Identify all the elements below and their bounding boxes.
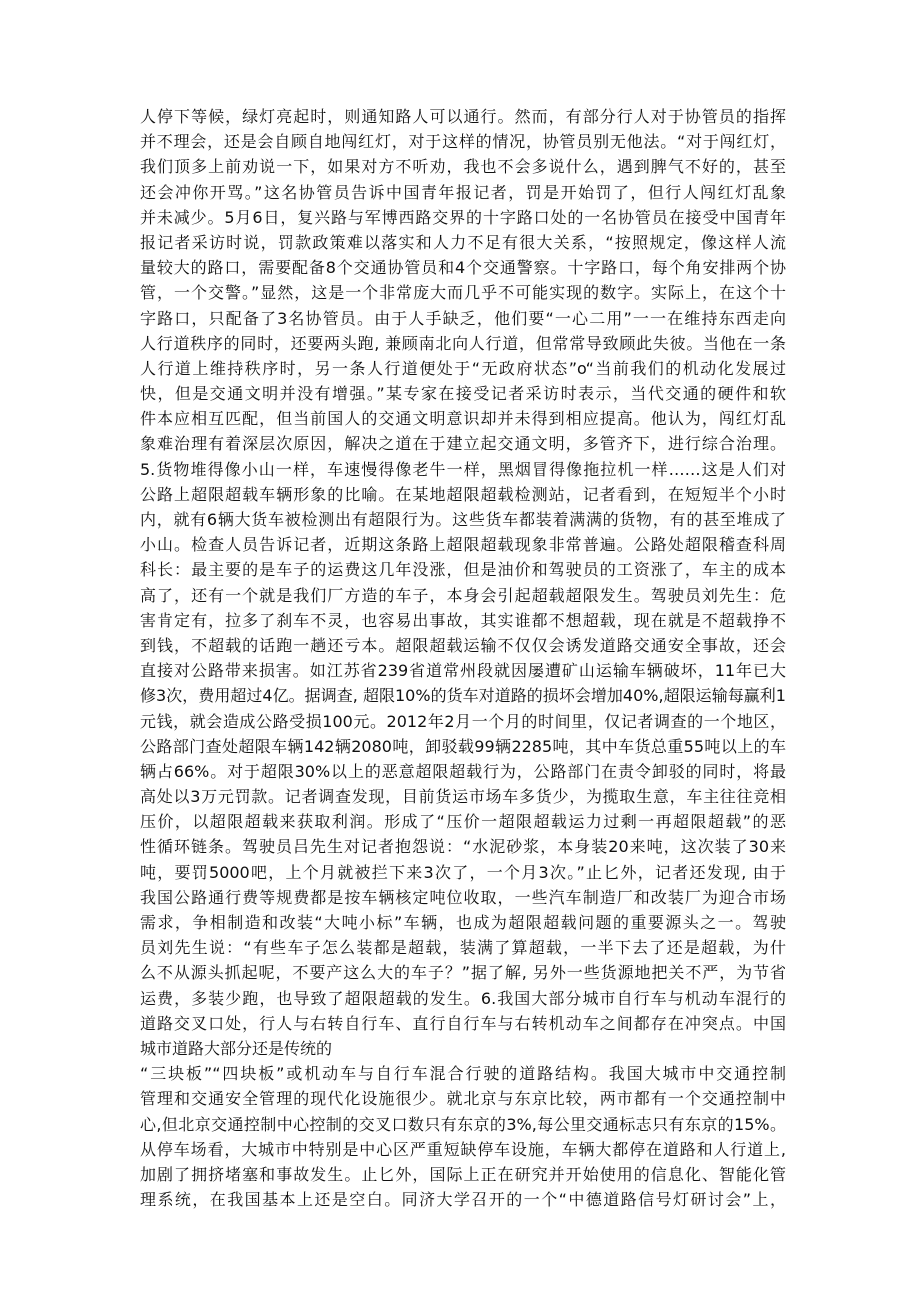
text-line: 性循环链条。驾驶员吕先生对记者抱怨说：“水泥砂浆，本身装20来吨，这次装了30来 (140, 837, 786, 857)
text-line: 高了，还有一个就是我们厂方造的车子，本身会引起超载超限发生。驾驶员刘先生：危 (140, 585, 786, 605)
text-line: 辆占66%。对于超限30%以上的恶意超限超载行为，公路部门在责令卸驳的同时，将最 (140, 761, 786, 781)
text-line: 人停下等候，绿灯亮起时，则通知路人可以通行。然而，有部分行人对于协管员的指挥 (140, 107, 786, 126)
text-line: 运费，多装少跑，也导致了超限超载的发生。6.我国大部分城市自行车与机动车混行的 (140, 988, 786, 1008)
text-line: 人行道上维持秩序时，另一条人行道便处于“无政府状态”o“当前我们的机动化发展过 (140, 358, 786, 378)
text-line: 修3次，费用超过4亿。据调查, 超限10%的货车对道路的损坏会增加40%,超限运输每赢利1 (140, 686, 786, 706)
text-line: 道路交叉口处，行人与右转自行车、直行自行车与右转机动车之间都存在冲突点。中国 (140, 1013, 786, 1033)
text-line: 快，但是交通文明并没有增强。”某专家在接受记者采访时表示，当代交通的硬件和软 (140, 384, 786, 404)
text-line: 加剧了拥挤堵塞和事故发生。止匕外，国际上正在研究并开始使用的信息化、智能化管 (140, 1164, 786, 1184)
text-line: 内，就有6辆大货车被检测出有超限行为。这些货车都装着满满的货物，有的甚至堆成了 (140, 510, 786, 529)
text-line: 管理和交通安全管理的现代化设施很少。就北京与东京比较，两市都有一个交通控制中 (140, 1089, 786, 1109)
text-line: 象难治理有着深层次原因，解决之道在于建立起交通文明，多管齐下，进行综合治理。 (140, 434, 786, 454)
text-line: 心,但北京交通控制中心控制的交叉口数只有东京的3%,每公里交通标志只有东京的15%。 (140, 1114, 786, 1134)
text-line: 小山。检查人员告诉记者，近期这条路上超限超载现象非常普遍。公路处超限稽查科周 (140, 535, 786, 555)
text-line: 科长：最主要的是车子的运费这几年没涨，但是油价和驾驶员的工资涨了，车主的成本 (140, 560, 786, 580)
text-line: 理系统，在我国基本上还是空白。同济大学召开的一个“中德道路信号灯研讨会”上， (140, 1190, 786, 1210)
text-line: 需求，争相制造和改装“大吨小标”车辆，也成为超限超载问题的重要源头之一。驾驶 (140, 913, 786, 932)
text-line: 量较大的路口，需要配备8个交通协管员和4个交通警察。十字路口，每个角安排两个协 (140, 258, 786, 278)
text-line: 吨，要罚5000吧，上个月就被拦下来3次了，一个月3次。”止匕外，记者还发现, 由于 (140, 862, 786, 882)
text-line: 并不理会，还是会自顾自地闯红灯，对于这样的情况，协管员别无他法。“对于闯红灯， (140, 132, 786, 152)
text-line: 么不从源头抓起呢，不要产这么大的车子？”据了解, 另外一些货源地把关不严，为节省 (140, 963, 786, 983)
text-line: 还会冲你开骂。”这名协管员告诉中国青年报记者，罚是开始罚了，但行人闯红灯乱象 (140, 182, 786, 202)
text-line: 员刘先生说：“有些车子怎么装都是超载，装满了算超载，一半下去了还是超载，为什 (140, 938, 786, 958)
document-page (140, 104, 786, 1212)
text-line: 并未减少。5月6日，复兴路与军博西路交界的十字路口处的一名协管员在接受中国青年 (140, 207, 786, 227)
text-line: 管，一个交警。”显然，这是一个非常庞大而几乎不可能实现的数字。实际上，在这个十 (140, 283, 786, 303)
text-line: 害肯定有，拉多了刹车不灵，也容易出事故，其实谁都不想超载，现在就是不超载挣不 (140, 610, 786, 630)
text-line: 从停车场看，大城市中特别是中心区严重短缺停车设施，车辆大都停在道路和人行道上, (140, 1139, 786, 1159)
text-line: 5.货物堆得像小山一样，车速慢得像老牛一样，黑烟冒得像拖拉机一样……这是人们对 (140, 459, 786, 479)
text-line: 高处以3万元罚款。记者调查发现，目前货运市场车多货少，为揽取生意，车主往往竞相 (140, 787, 786, 807)
text-line: 公路上超限超载车辆形象的比喻。在某地超限超载检测站，记者看到，在短短半个小时 (140, 484, 786, 504)
text-line: 人行道秩序的同时，还要两头跑, 兼顾南北向人行道，但常常导致顾此失彼。当他在一条 (140, 333, 786, 353)
text-line: 到钱，不超载的话跑一趟还亏本。超限超载运输不仅仅会诱发道路交通安全事故，还会 (140, 635, 786, 655)
text-line: 直接对公路带来损害。如江苏省239省道常州段就因屡遭矿山运输车辆破坏，11年已大 (140, 661, 786, 681)
text-line: 件本应相互匹配，但当前国人的交通文明意识却并未得到相应提高。他认为，闯红灯乱 (140, 409, 786, 429)
text-line: 我国公路通行费等规费都是按车辆核定吨位收取，一些汽车制造厂和改装厂为迎合市场 (140, 887, 786, 907)
text-line: 压价，以超限超载来获取利润。形成了“压价一超限超载运力过剩一再超限超载”的恶 (140, 812, 786, 832)
text-line: 元钱，就会造成公路受损100元。2012年2月一个月的时间里，仅记者调查的一个地区， (140, 711, 786, 731)
text-line: 城市道路大部分还是传统的 (140, 1038, 333, 1058)
text-line: 我们顶多上前劝说一下，如果对方不听劝，我也不会多说什么，遇到脾气不好的，甚至 (140, 157, 786, 177)
text-line: “三块板”“四块板”或机动车与自行车混合行驶的道路结构。我国大城市中交通控制 (140, 1064, 786, 1084)
text-line: 报记者采访时说，罚款政策难以落实和人力不足有很大关系，“按照规定，像这样人流 (140, 232, 786, 252)
text-line: 字路口，只配备了3名协管员。由于人手缺乏，他们要“一心二用”一一在维持东西走向 (140, 308, 786, 328)
text-line: 公路部门查处超限车辆142辆2080吨，卸驳载99辆2285吨，其中车货总重55吨以上的车 (140, 736, 786, 756)
